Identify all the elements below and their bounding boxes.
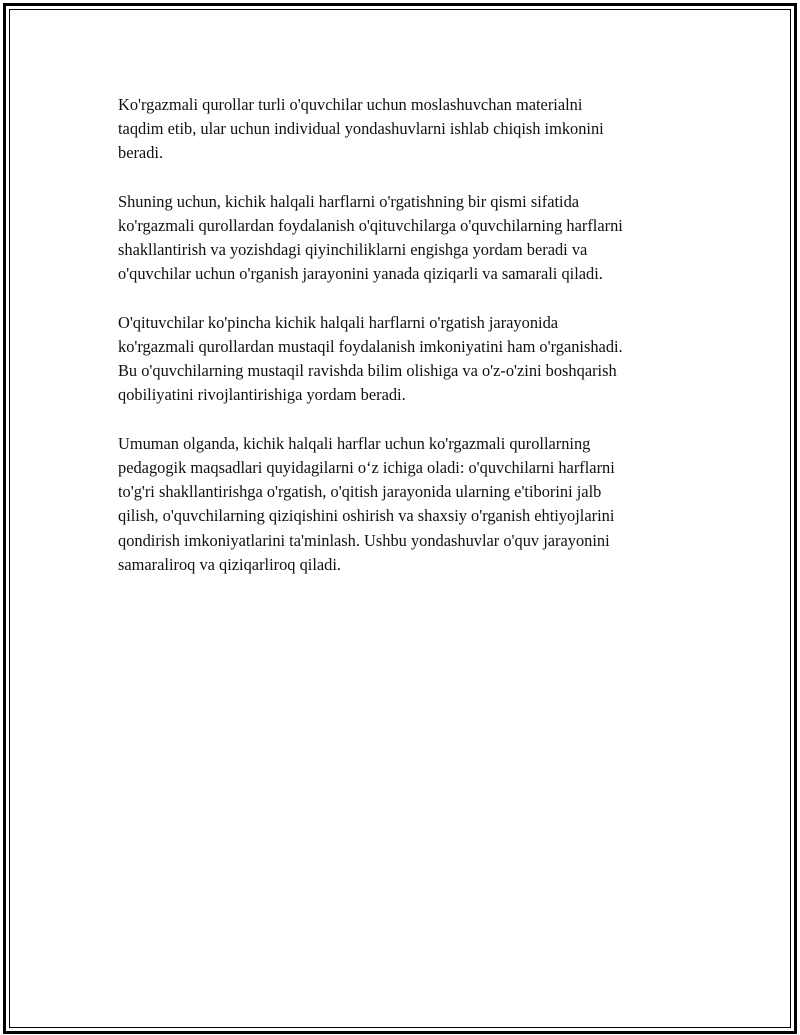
text-line: beradi.: [118, 143, 164, 163]
text-line: qondirish imkoniyatlarini ta'minlash. Ushbu yondashuvlar o'quv jarayonini: [118, 530, 610, 550]
text-line: ko'rgazmali qurollardan foydalanish o'qituvchilarga o'quvchilarning harflarni: [118, 216, 623, 235]
text-line: to'g'ri shakllantirishga o'rgatish, o'qitish jarayonida ularning e'tiborini jalb: [118, 482, 602, 502]
text-line: pedagogik maqsadlari quyidagilarni o‘z ichiga oladi: o'quvchilarni harflarni: [118, 458, 615, 477]
text-line: o'quvchilar uchun o'rganish jarayonini yanada qiziqarli va samarali qiladi.: [118, 264, 603, 284]
text-line: qobiliyatini rivojlantirishiga yordam beradi.: [118, 385, 406, 405]
paragraph-4: [118, 432, 693, 577]
text-line: ko'rgazmali qurollardan mustaqil foydalanish imkoniyatini ham o'rganishadi.: [118, 337, 623, 356]
text-line: shakllantirish va yozishdagi qiyinchiliklarni engishga yordam beradi va: [118, 240, 588, 260]
text-line: samaraliroq va qiziqarliroq qiladi.: [118, 554, 342, 574]
document-body: [118, 93, 693, 601]
text-line: Ko'rgazmali qurollar turli o'quvchilar uchun moslashuvchan materialni: [118, 95, 583, 114]
paragraph-2: [118, 190, 693, 287]
text-line: Bu o'quvchilarning mustaqil ravishda bilim olishiga va o'z-o'zini boshqarish: [118, 361, 617, 381]
paragraph-1: [118, 93, 693, 166]
text-line: qilish, o'quvchilarning qiziqishini oshirish va shaxsiy o'rganish ehtiyojlarini: [118, 506, 615, 526]
text-line: O'qituvchilar ko'pincha kichik halqali harflarni o'rgatish jarayonida: [118, 312, 559, 332]
text-line: Umuman olganda, kichik halqali harflar uchun ko'rgazmali qurollarning: [118, 433, 591, 453]
text-line: Shuning uchun, kichik halqali harflarni o'rgatishning bir qismi sifatida: [118, 191, 580, 211]
text-line: taqdim etib, ular uchun individual yondashuvlarni ishlab chiqish imkonini: [118, 119, 604, 139]
paragraph-3: [118, 311, 693, 408]
